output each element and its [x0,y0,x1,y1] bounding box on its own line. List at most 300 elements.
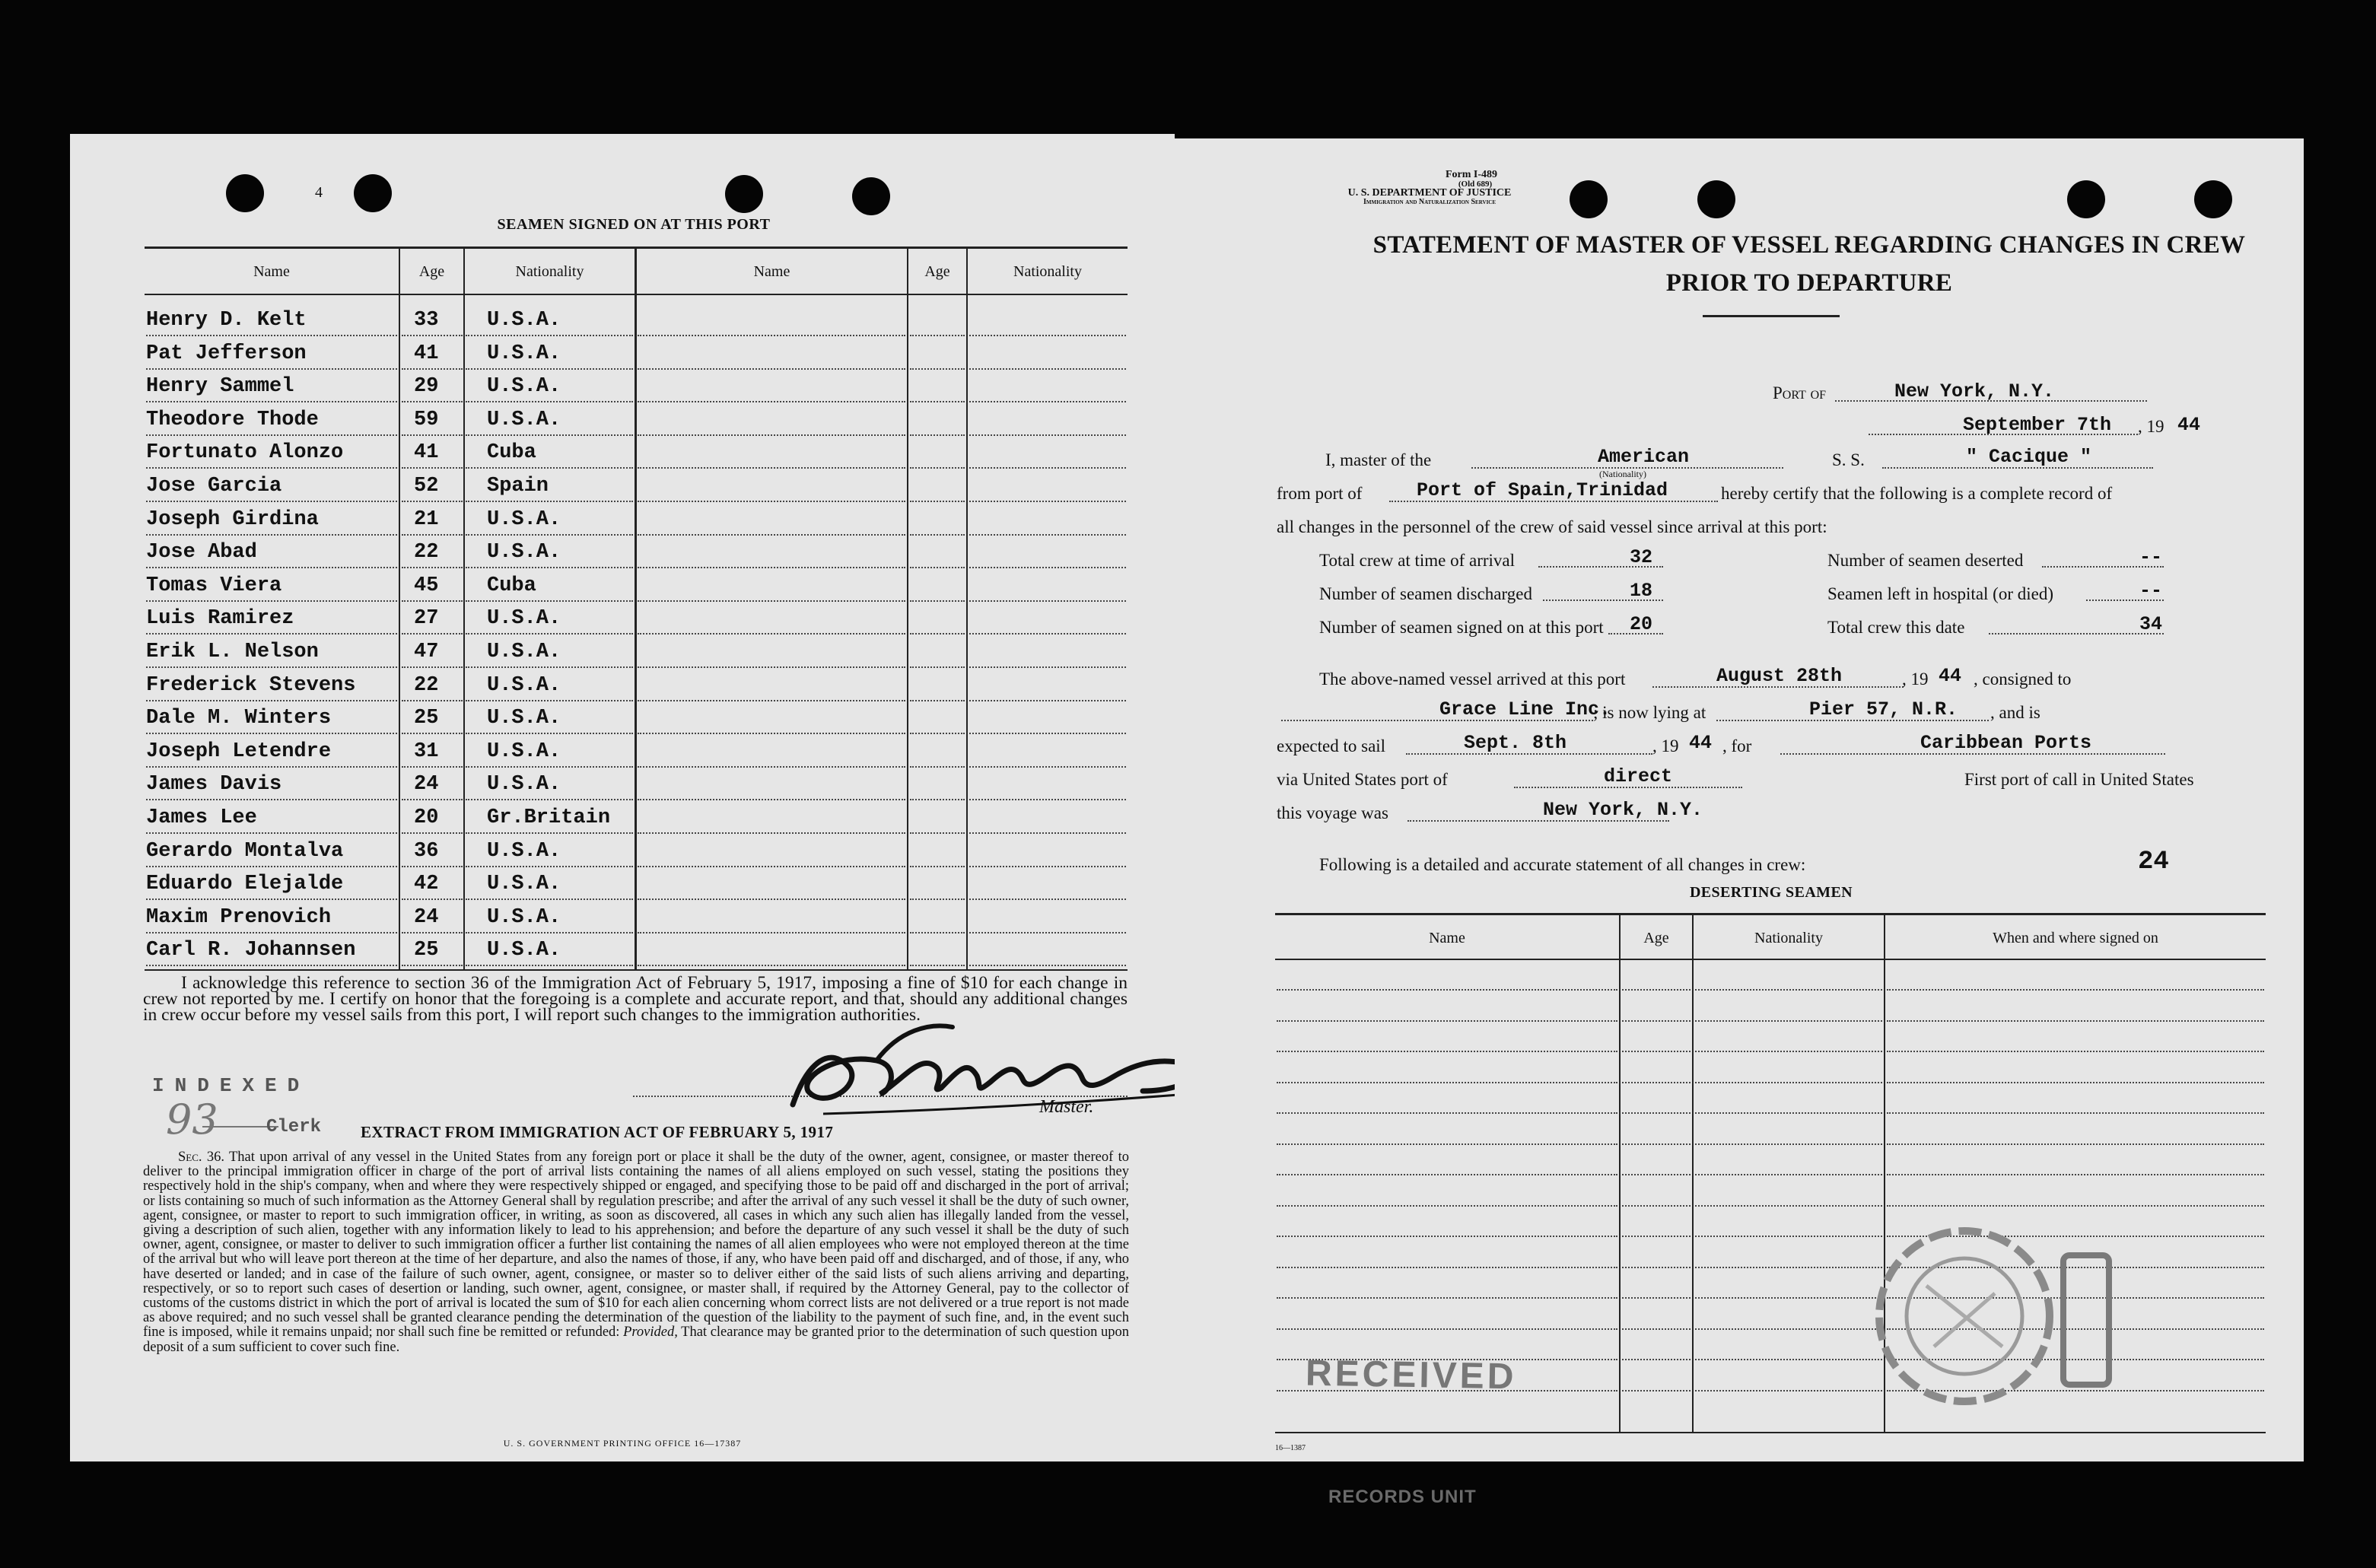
seaman-age: 52 [414,475,439,498]
row-rule [402,965,463,966]
row-rule [466,534,633,536]
row-rule [466,600,633,602]
row-rule [466,932,633,933]
form-number: Form I-489 [1445,169,1498,180]
row-rule [466,898,633,900]
row-rule [466,501,633,502]
port-value: New York, N.Y. [1894,380,2055,402]
deserting-row-rule [1622,1020,1691,1022]
row-rule [969,700,1126,701]
row-rule [910,633,965,635]
deserting-header-age: Age [1643,930,1669,946]
binder-hole [1697,180,1735,218]
row-rule [402,534,463,536]
row-rule [969,898,1126,900]
lying-at: Pier 57, N.R. [1809,698,1958,720]
row-rule [466,866,633,867]
row-rule [146,501,397,502]
row-rule [910,434,965,436]
table-row [70,375,1175,406]
row-rule [466,434,633,436]
deserting-header-nationality: Nationality [1754,930,1823,946]
table-row [70,641,1175,671]
table-row [70,840,1175,870]
for-label: , for [1722,736,1752,755]
row-rule [969,501,1126,502]
table-row [70,475,1175,505]
clerk-label: Clerk [266,1117,322,1137]
row-rule [969,434,1126,436]
seaman-nationality: U.S.A. [487,342,561,365]
row-rule [466,766,633,768]
row-rule [638,666,905,668]
row-rule [638,534,905,536]
seaman-name: Pat Jefferson [146,342,307,365]
seaman-name: Joseph Girdina [146,508,319,531]
seaman-age: 29 [414,375,439,398]
sail-date: Sept. 8th [1464,732,1567,754]
nationality-caption: (Nationality) [1599,469,1646,479]
deserting-row-rule [1622,1205,1691,1207]
row-rule [466,700,633,701]
seaman-age: 42 [414,873,439,895]
row-rule [910,666,965,668]
ss-label: S. S. [1832,450,1865,469]
seaman-nationality: U.S.A. [487,375,561,398]
from-port-label: from port of [1277,484,1363,503]
all-changes-text: all changes in the personnel of the crew of said vessel since arrival at this port: [1277,517,1827,536]
nationality-value: American [1598,446,1690,468]
row-rule [466,799,633,800]
seaman-nationality: Gr.Britain [487,806,611,829]
seaman-nationality: U.S.A. [487,607,561,630]
master-signature [778,1015,1219,1127]
voyage-label: this voyage was [1277,803,1388,822]
deserting-row-rule [1622,1267,1691,1268]
sec-body: That upon arrival of any vessel in the United States from any foreign port or place it shall be the duty of the owner, agent, consignee, or master thereof to deliver to the principal immigration officer in charge of the port of arrival lists containing the names of all aliens employed on such vessel, stating the positions they respectively hold in the ship's company, when and where they were respectively shipped or engaged, and specifying those to be paid off and discharged in the port of arrival; or lists containing so much of such information as the Attorney General shall by regulation prescribe; and after the arrival of any such vessel it shall be the duty of such owner, agent, consignee, or master to report to such immigration officer, in writing, as soon as discovered, all cases in which any such alien has illegally landed from the vessel, giving a description of such alien, together with any information likely to lead to his apprehension; and before the departure of any such vessel it shall be the duty of such owner, agent, consignee, or master to deliver to such immigration officer a further list containing the names of all alien employees who were not employed thereon at the time of the arrival but who will leave port thereon at the time of her departure, and also the names of those, if any, who have been paid off and discharged, and of those, if any, who have deserted or landed; and in case of the failure of such owner, agent, consignee, or master so to deliver either of the said lists of such aliens arriving and departing, respectively, or so to report such cases of desertion or landing, such owner, agent, consignee, or master shall, if required by the Attorney General, pay to the collector of customs of the customs district in which the port of arrival is located the sum of $10 for each alien concerning whom correct lists are not delivered or a true report is not made as above required; and no such vessel shall be granted clearance pending the determination of the question of the liability to the payment of such fine, and, in the event such fine is imposed, while it remains unpaid; nor shall such fine be remitted or refunded: [143,1150,1129,1341]
seaman-age: 33 [414,309,439,332]
row-rule [402,368,463,370]
deserting-row-rule [1695,1082,1882,1083]
row-rule [910,567,965,568]
arrived-date: August 28th [1716,665,1843,687]
row-rule [638,700,905,701]
form-old: (Old 689) [1458,180,1493,189]
binder-hole [1570,180,1608,218]
row-rule [146,567,397,568]
row-rule [146,335,397,336]
row-rule [910,932,965,933]
row-rule [969,534,1126,536]
deserting-row-rule [1695,1174,1882,1175]
row-rule [910,467,965,469]
row-rule [466,733,633,734]
sec-provided: Provided, [623,1325,678,1341]
row-rule [638,898,905,900]
seaman-nationality: U.S.A. [487,541,561,564]
table-row [70,806,1175,837]
deserting-header-rule [1275,959,2266,960]
table-bottom-rule [145,969,1128,971]
from-port-value: Port of Spain,Trinidad [1417,479,1668,501]
header-name: Name [253,263,290,280]
deserting-row-rule [1622,1328,1691,1330]
row-rule [466,335,633,336]
binder-hole [226,174,264,212]
seaman-name: Henry D. Kelt [146,309,307,332]
master-of-label: I, master of the [1325,450,1432,469]
signed-on-label: Number of seamen signed on at this port [1319,618,1604,637]
row-rule [146,866,397,867]
row-rule [402,501,463,502]
deserting-row-rule [1622,1236,1691,1237]
deserting-row-rule [1277,1143,1617,1145]
row-rule [638,832,905,834]
row-rule [402,567,463,568]
deserting-row-rule [1277,1328,1617,1330]
deserting-row-rule [1695,1112,1882,1114]
following-label: Following is a detailed and accurate statement of all changes in crew: [1319,855,1806,874]
seaman-nationality: U.S.A. [487,508,561,531]
row-rule [146,368,397,370]
first-port-label: First port of call in United States [1964,770,2194,789]
row-rule [146,932,397,933]
seaman-nationality: U.S.A. [487,939,561,962]
row-rule [402,700,463,701]
indexed-stamp: INDEXED [152,1074,310,1097]
hospital-value: -- [2139,580,2163,602]
row-rule [146,467,397,469]
row-rule [146,700,397,701]
row-rule [638,799,905,800]
seaman-name: Carl R. Johannsen [146,939,356,962]
row-rule [638,335,905,336]
row-rule [402,799,463,800]
row-rule [969,932,1126,933]
deserting-row-rule [1622,1112,1691,1114]
table-row [70,607,1175,638]
row-rule [402,467,463,469]
row-rule [402,866,463,867]
seaman-age: 45 [414,574,439,597]
deserting-row-rule [1695,1051,1882,1052]
table-row [70,541,1175,571]
round-date-stamp [1835,1217,2117,1415]
table-row [70,309,1175,339]
changes-count: 24 [2138,848,2169,876]
received-stamp: RECEIVED [1305,1353,1517,1398]
deserting-row-rule [1695,1020,1882,1022]
row-rule [638,965,905,966]
arrived-year-prefix: , 19 [1902,670,1929,689]
seaman-name: Luis Ramirez [146,607,294,630]
seaman-age: 41 [414,342,439,365]
deserting-row-rule [1887,989,2264,991]
table-row [70,342,1175,373]
deserted-label: Number of seamen deserted [1827,551,2024,570]
sail-year: 44 [1689,732,1713,754]
table-row [70,939,1175,969]
table-row [70,674,1175,704]
table-row [70,409,1175,439]
row-rule [969,401,1126,402]
row-rule [402,600,463,602]
destination: Caribbean Ports [1920,732,2092,754]
deserting-row-rule [1277,1297,1617,1299]
deserting-row-rule [1695,1143,1882,1145]
column-divider [1619,914,1621,1432]
total-crew-date-label: Total crew this date [1827,618,1965,637]
row-rule [910,335,965,336]
deserting-row-rule [1622,1390,1691,1391]
header-nationality-2: Nationality [1013,263,1082,280]
row-rule [638,600,905,602]
deserting-row-rule [1277,1112,1617,1114]
seaman-nationality: U.S.A. [487,906,561,929]
total-crew-date-value: 34 [2139,613,2163,635]
seaman-nationality: U.S.A. [487,409,561,431]
table-row [70,740,1175,771]
row-rule [466,401,633,402]
row-rule [638,866,905,867]
seaman-age: 47 [414,641,439,663]
seaman-nationality: U.S.A. [487,873,561,895]
ship-name: " Cacique " [1966,446,2092,468]
row-rule [402,832,463,834]
section-title: SEAMEN SIGNED ON AT THIS PORT [497,216,771,233]
deserting-row-rule [1277,1082,1617,1083]
table-row [70,873,1175,903]
seaman-age: 41 [414,441,439,464]
row-rule [638,733,905,734]
seaman-nationality: U.S.A. [487,641,561,663]
deserting-row-rule [1277,1020,1617,1022]
form-title-line2: PRIOR TO DEPARTURE [1665,269,1953,297]
row-rule [466,368,633,370]
table-row [70,508,1175,539]
deserting-title: DESERTING SEAMEN [1689,884,1853,901]
deserting-row-rule [1887,1205,2264,1207]
row-rule [969,368,1126,370]
table-row [70,441,1175,472]
row-rule [402,898,463,900]
row-rule [638,368,905,370]
row-rule [638,567,905,568]
seaman-age: 31 [414,740,439,763]
row-rule [910,832,965,834]
row-rule [146,666,397,668]
row-rule [402,633,463,635]
row-rule [969,567,1126,568]
seaman-age: 25 [414,707,439,730]
department: U. S. DEPARTMENT OF JUSTICE [1347,187,1512,199]
total-crew-arrival-value: 32 [1630,546,1653,568]
lying-label: ; is now lying at [1593,703,1706,722]
printing-office: U. S. GOVERNMENT PRINTING OFFICE 16—17387 [503,1438,742,1449]
form-title-line1: STATEMENT OF MASTER OF VESSEL REGARDING CHANGES IN CREW [1372,231,2246,259]
row-rule [146,965,397,966]
records-unit-stamp: RECORDS UNIT [1328,1487,1477,1507]
row-rule [910,401,965,402]
seaman-name: Joseph Letendre [146,740,332,763]
consignee: Grace Line Inc. [1439,698,1611,720]
row-rule [146,534,397,536]
row-rule [402,666,463,668]
row-rule [969,335,1126,336]
row-rule [910,799,965,800]
form-footer: 16—1387 [1275,1444,1306,1452]
seaman-name: Henry Sammel [146,375,294,398]
header-age: Age [418,263,445,280]
section-36-text [143,1150,1129,1355]
seaman-age: 22 [414,541,439,564]
binder-hole [354,174,392,212]
row-rule [466,633,633,635]
row-rule [910,501,965,502]
hospital-label: Seamen left in hospital (or died) [1827,584,2054,603]
row-rule [910,600,965,602]
row-rule [402,401,463,402]
deserting-row-rule [1622,1359,1691,1360]
port-label: Port of [1773,383,1827,402]
deserting-bottom-rule [1275,1432,2266,1433]
row-rule [969,600,1126,602]
seaman-nationality: U.S.A. [487,707,561,730]
seaman-nationality: U.S.A. [487,740,561,763]
page-number: 4 [315,184,323,201]
and-is-label: , and is [1990,703,2040,722]
row-rule [638,501,905,502]
row-rule [466,965,633,966]
deserting-row-rule [1887,1112,2264,1114]
title-underline [1703,315,1840,317]
row-rule [146,600,397,602]
row-rule [146,434,397,436]
row-rule [969,799,1126,800]
table-row [70,707,1175,737]
deserting-row-rule [1887,1174,2264,1175]
seaman-nationality: Spain [487,475,549,498]
seaman-name: Tomas Viera [146,574,282,597]
deserting-row-rule [1695,1205,1882,1207]
row-rule [146,898,397,900]
deserting-row-rule [1277,1174,1617,1175]
column-divider [1692,914,1694,1432]
deserting-row-rule [1622,1051,1691,1052]
table-row [70,574,1175,605]
sec-body-end: That clearance may be granted prior to the determination of such question upon deposit of a sum sufficient to cover such fine. [143,1325,1130,1355]
row-rule [910,700,965,701]
deserting-row-rule [1887,1051,2264,1052]
row-rule [146,401,397,402]
row-rule [146,733,397,734]
header-age-2: Age [924,263,950,280]
form-header [1289,170,1570,207]
seaman-nationality: U.S.A. [487,309,561,332]
year-prefix: , 19 [2138,417,2164,436]
seaman-name: Dale M. Winters [146,707,332,730]
row-rule [910,965,965,966]
row-rule [466,467,633,469]
seaman-name: Jose Garcia [146,475,282,498]
master-label: Master. [1039,1097,1094,1117]
certify-text: hereby certify that the following is a complete record of [1721,484,2113,503]
via-value: direct [1604,765,1673,787]
seaman-name: Gerardo Montalva [146,840,344,863]
row-rule [969,467,1126,469]
seaman-nationality: Cuba [487,441,536,464]
date-value: September 7th [1963,414,2112,436]
row-rule [969,832,1126,834]
row-rule [969,866,1126,867]
table-row [70,773,1175,803]
deserting-row-rule [1622,1082,1691,1083]
row-rule [146,633,397,635]
binder-hole [852,177,890,215]
deserting-row-rule [1695,989,1882,991]
binder-hole [2194,180,2232,218]
deserting-row-rule [1622,1174,1691,1175]
deserting-header-signed-on: When and where signed on [1993,930,2158,946]
row-rule [402,335,463,336]
row-rule [910,534,965,536]
expected-label: expected to sail [1277,736,1386,755]
arrived-year: 44 [1939,665,1962,687]
seaman-name: Jose Abad [146,541,257,564]
row-rule [969,633,1126,635]
deserting-row-rule [1622,989,1691,991]
header-nationality: Nationality [515,263,584,280]
deserting-row-rule [1277,1205,1617,1207]
row-rule [146,832,397,834]
row-rule [638,467,905,469]
left-page [70,134,1175,1461]
seaman-name: Theodore Thode [146,409,319,431]
seaman-age: 24 [414,906,439,929]
seaman-age: 20 [414,806,439,829]
seaman-age: 27 [414,607,439,630]
right-page [1175,138,2304,1461]
row-rule [910,733,965,734]
seaman-age: 25 [414,939,439,962]
binder-hole [725,175,763,213]
deserted-value: -- [2139,546,2163,568]
clerk-number: 93 [166,1096,218,1143]
deserting-top-rule [1275,913,2266,915]
seaman-age: 21 [414,508,439,531]
row-rule [638,766,905,768]
seaman-nationality: U.S.A. [487,840,561,863]
seaman-name: James Davis [146,773,282,796]
first-port-value: New York, N.Y. [1543,799,1703,821]
seaman-name: James Lee [146,806,257,829]
discharged-value: 18 [1630,580,1653,602]
deserting-row-rule [1622,1143,1691,1145]
row-rule [910,766,965,768]
total-crew-arrival-label: Total crew at time of arrival [1319,551,1516,570]
seaman-name: Eduardo Elejalde [146,873,344,895]
row-rule [466,832,633,834]
dot-leader [1989,633,2164,635]
deserting-row-rule [1277,989,1617,991]
sec-label: Sec. 36. [178,1150,224,1165]
row-rule [402,434,463,436]
acknowledgment-text: I acknowledge this reference to section 36 of the Immigration Act of February 5, 1917, imposing a fine of $10 for each change in crew not reported by me. I certify on honor that the foregoing is a complete and accurate report, and that, should any additional changes in crew occur before my vessel sails from this port, I will report such changes to the immigration authorities. [143,973,1128,1025]
sail-year-prefix: , 19 [1652,736,1679,755]
arrived-label: The above-named vessel arrived at this port [1319,670,1626,689]
row-rule [638,932,905,933]
via-label: via United States port of [1277,770,1448,789]
